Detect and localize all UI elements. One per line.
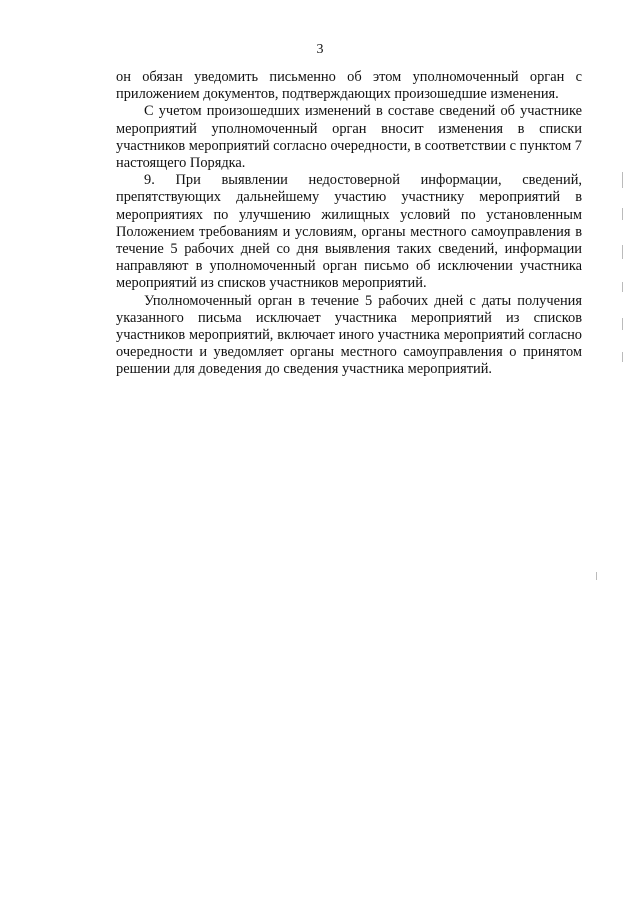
page-number: 3: [316, 42, 324, 57]
scan-edge-mark: [622, 245, 623, 259]
paragraph-continuation: он обязан уведомить письменно об этом уполномоченный орган с приложением документов, подтверждающих произошедшие изменения.: [116, 69, 582, 103]
scan-edge-mark: [622, 172, 623, 188]
scan-edge-mark: [596, 572, 597, 580]
paragraph-exclusion: Уполномоченный орган в течение 5 рабочих дней с даты получения указанного письма исключает участника мероприятий из списков участников мероприятий, включает иного участника мероприятий согласно очередности и уведомляет органы местного самоуправления о принятом решении для доведения до сведения участника мероприятий.: [116, 292, 582, 378]
paragraph-list-changes: С учетом произошедших изменений в составе сведений об участнике мероприятий уполномоченный орган вносит изменения в списки участников мероприятий согласно очередности, в соответствии с пунктом 7 настоящего Порядка.: [116, 103, 582, 172]
scan-edge-mark: [622, 352, 623, 362]
scan-edge-mark: [622, 318, 623, 330]
scan-edge-mark: [622, 208, 623, 220]
scan-edge-mark: [622, 282, 623, 292]
document-body: [116, 69, 582, 379]
paragraph-item-9: 9. При выявлении недостоверной информации, сведений, препятствующих дальнейшему участию участнику мероприятий в мероприятиях по улучшению жилищных условий по установленным Положением требованиям и условиям, органы местного самоуправления в течение 5 рабочих дней со дня выявления таких сведений, информации направляют в уполномоченный орган письмо об исключении участника мероприятий из списков участников мероприятий.: [116, 172, 582, 292]
